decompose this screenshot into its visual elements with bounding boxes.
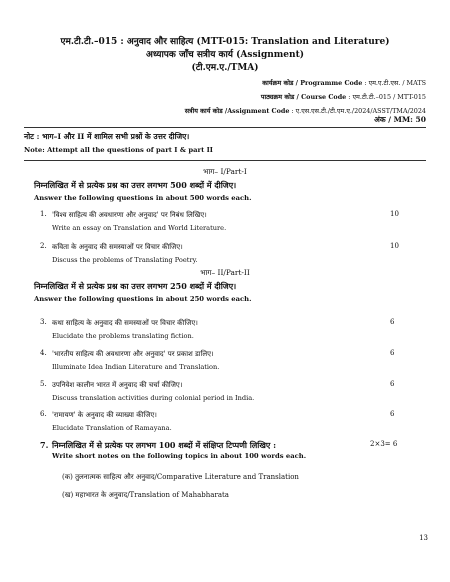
part-one-instruction <box>34 180 252 203</box>
question-english: Write an essay on Translation and World Literature. <box>52 224 227 232</box>
programme-code-value: : एम.ए.टी.एस. / MATS <box>364 79 426 87</box>
question-2 <box>40 242 412 265</box>
question-marks: 10 <box>390 210 399 218</box>
divider <box>24 160 426 161</box>
question-english: Elucidate the problems translating fiction. <box>52 332 194 340</box>
course-code-value: : एम.टी.टी.–015 / MTT-015 <box>348 93 426 101</box>
question-marks: 6 <box>390 349 395 357</box>
question-english: Write short notes on the following topics in about 100 words each. <box>52 452 307 460</box>
question-marks: 6 <box>390 318 395 326</box>
question-hindi: 'रामायण' के अनुवाद की व्याख्या कीजिए। <box>52 411 157 419</box>
course-code-label: पाठ्यक्रम कोड / Course Code <box>260 93 347 101</box>
question-english: Discuss the problems of Translating Poetry. <box>52 256 198 264</box>
instruction-english: Answer the following questions in about 500 words each. <box>34 194 252 202</box>
question-3 <box>40 318 412 341</box>
question-number: 1. <box>40 210 47 218</box>
question-number: 3. <box>40 318 47 326</box>
question-5 <box>40 380 412 403</box>
page-number: 13 <box>419 534 428 542</box>
instruction-hindi: निम्नलिखित में से प्रत्येक प्रश्न का उत्तर लगभग 500 शब्दों में दीजिए। <box>34 180 237 190</box>
instruction-english: Answer the following questions in about 250 words each. <box>34 295 252 303</box>
sub-question-ka: (क) तुलनात्मक साहित्य और अनुवाद/Comparative Literature and Translation <box>62 473 299 481</box>
question-1 <box>40 210 412 233</box>
question-marks: 2×3= 6 <box>370 440 398 448</box>
question-6 <box>40 410 412 433</box>
question-hindi: उपनिवेश कालीन भारत में अनुवाद की चर्चा कीजिए। <box>52 381 183 389</box>
question-hindi: 'भारतीय साहित्य की अवधारणा और अनुवाद' पर प्रकाश डालिए। <box>52 350 214 358</box>
question-marks: 6 <box>390 380 395 388</box>
part-two-instruction <box>34 281 252 304</box>
document-title <box>0 36 450 75</box>
title-line-assignment: अध्यापक जाँच सत्रीय कार्य (Assignment) <box>146 50 304 60</box>
sub-question-kha: (ख) महाभारत के अनुवाद/Translation of Mahabharata <box>62 491 229 499</box>
question-english: Illuminate Idea Indian Literature and Translation. <box>52 363 220 371</box>
assignment-code-value: : ए.एस.एस.टी./टी.एम.ए./2024/ASST/TMA/2024 <box>291 107 426 115</box>
course-code <box>185 90 426 104</box>
question-number: 2. <box>40 242 47 250</box>
question-hindi: कविता के अनुवाद की समस्याओं पर विचार कीजिए। <box>52 243 183 251</box>
question-english: Discuss translation activities during colonial period in India. <box>52 394 255 402</box>
max-marks: अंक / MM: 50 <box>374 115 426 124</box>
question-number: 5. <box>40 380 47 388</box>
title-line-tma: (टी.एम.ए./TMA) <box>191 63 259 73</box>
title-line-course: एम.टी.टी.–015 : अनुवाद और साहित्य (MTT-015: Translation and Literature) <box>60 37 390 47</box>
question-marks: 6 <box>390 410 395 418</box>
question-number: 7. <box>40 440 49 450</box>
divider <box>24 127 426 128</box>
part-one-heading: भाग– I/Part-I <box>203 167 247 176</box>
note <box>24 132 213 154</box>
question-hindi: निम्नलिखित में से प्रत्येक पर लगभग 100 शब्दों में संक्षिप्त टिप्पणी लिखिए : <box>52 440 277 450</box>
question-4 <box>40 349 412 372</box>
part-two-heading: भाग– II/Part-II <box>200 268 250 277</box>
assignment-code-label: सत्रीय कार्य कोड /Assignment Code <box>184 107 290 115</box>
code-block <box>185 76 426 118</box>
question-hindi: कथा साहित्य के अनुवाद की समस्याओं पर विचार कीजिए। <box>52 319 198 327</box>
question-hindi: 'विश्व साहित्य की अवधारणा और अनुवाद' पर निबंध लिखिए। <box>52 211 207 219</box>
note-english: Note: Attempt all the questions of part I & part II <box>24 146 213 154</box>
question-english: Elucidate Translation of Ramayana. <box>52 424 172 432</box>
question-marks: 10 <box>390 242 399 250</box>
question-number: 6. <box>40 410 47 418</box>
question-number: 4. <box>40 349 47 357</box>
instruction-hindi: निम्नलिखित में से प्रत्येक प्रश्न का उत्तर लगभग 250 शब्दों में दीजिए। <box>34 281 237 291</box>
note-hindi: नोट : भाग–I और II में शामिल सभी प्रश्नों के उत्तर दीजिए। <box>24 132 190 141</box>
programme-code-label: कार्यक्रम कोड / Programme Code <box>262 79 363 87</box>
programme-code <box>185 76 426 90</box>
